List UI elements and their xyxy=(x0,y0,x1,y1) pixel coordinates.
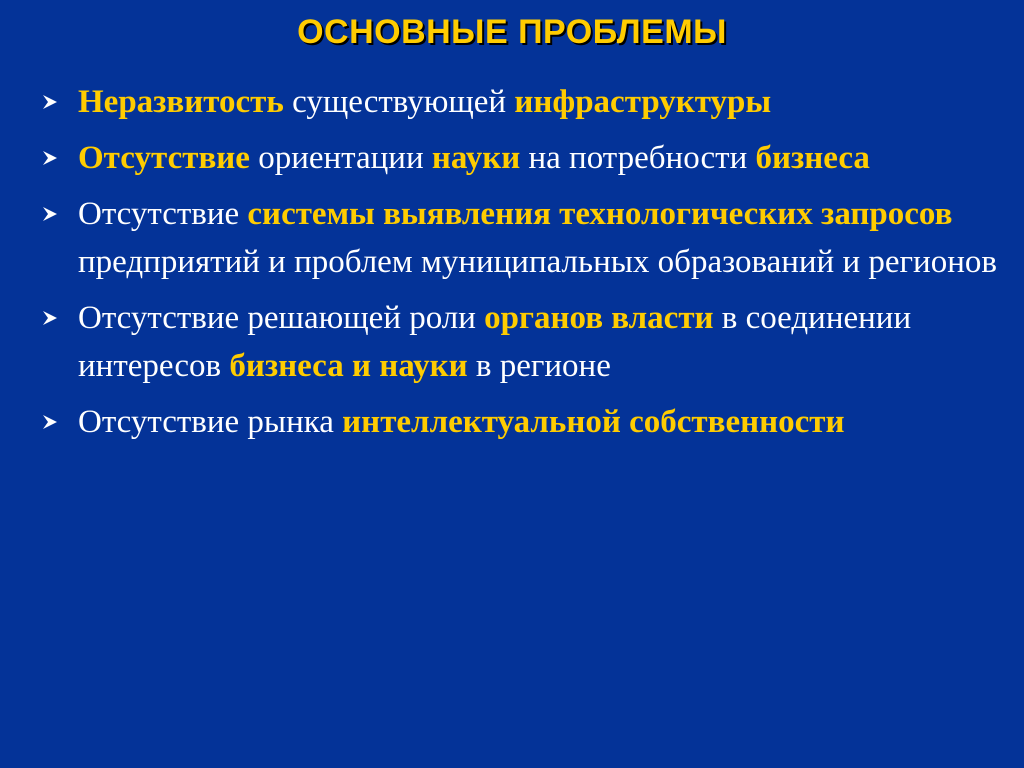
bullet-text: Отсутствие рынка xyxy=(78,404,343,440)
bullet-text-emphasis: науки xyxy=(431,140,521,176)
arrowhead-bullet-icon xyxy=(40,190,70,238)
bullet-item xyxy=(40,134,1000,182)
bullet-text-emphasis: инфраструктуры xyxy=(514,84,772,120)
arrowhead-bullet-icon xyxy=(40,134,70,182)
bullet-text-emphasis: бизнеса xyxy=(755,140,870,176)
bullet-text-emphasis: Отсутствие xyxy=(78,140,250,176)
bullet-text: в соединении интересов xyxy=(78,300,912,384)
bullet-item xyxy=(40,78,1000,126)
bullet-text: существующей xyxy=(283,84,515,120)
bullet-item xyxy=(40,398,1000,446)
bullet-text-emphasis: Неразвитость xyxy=(78,84,284,120)
bullet-text-emphasis: органов власти xyxy=(484,300,714,336)
arrowhead-bullet-icon xyxy=(40,294,70,342)
bullet-text: Отсутствие xyxy=(78,196,248,232)
bullet-text: на потребности xyxy=(520,140,756,176)
arrowhead-bullet-icon xyxy=(40,398,70,446)
bullet-text: в регионе xyxy=(467,348,611,384)
bullet-item xyxy=(40,294,1000,390)
bullet-text-emphasis: интеллектуальной собственности xyxy=(342,404,845,440)
bullet-text: Отсутствие решающей роли xyxy=(78,300,485,336)
bullet-item xyxy=(40,190,1000,286)
bullet-text-emphasis: системы выявления технологических запросов xyxy=(247,196,953,232)
bullet-text: ориентации xyxy=(249,140,432,176)
arrowhead-bullet-icon xyxy=(40,78,70,126)
slide-title: ОСНОВНЫЕ ПРОБЛЕМЫ xyxy=(297,13,727,51)
bullet-text-emphasis: бизнеса и науки xyxy=(229,348,468,384)
bullet-text: предприятий и проблем муниципальных образований и регионов xyxy=(78,244,997,280)
bullet-list xyxy=(40,78,1000,454)
